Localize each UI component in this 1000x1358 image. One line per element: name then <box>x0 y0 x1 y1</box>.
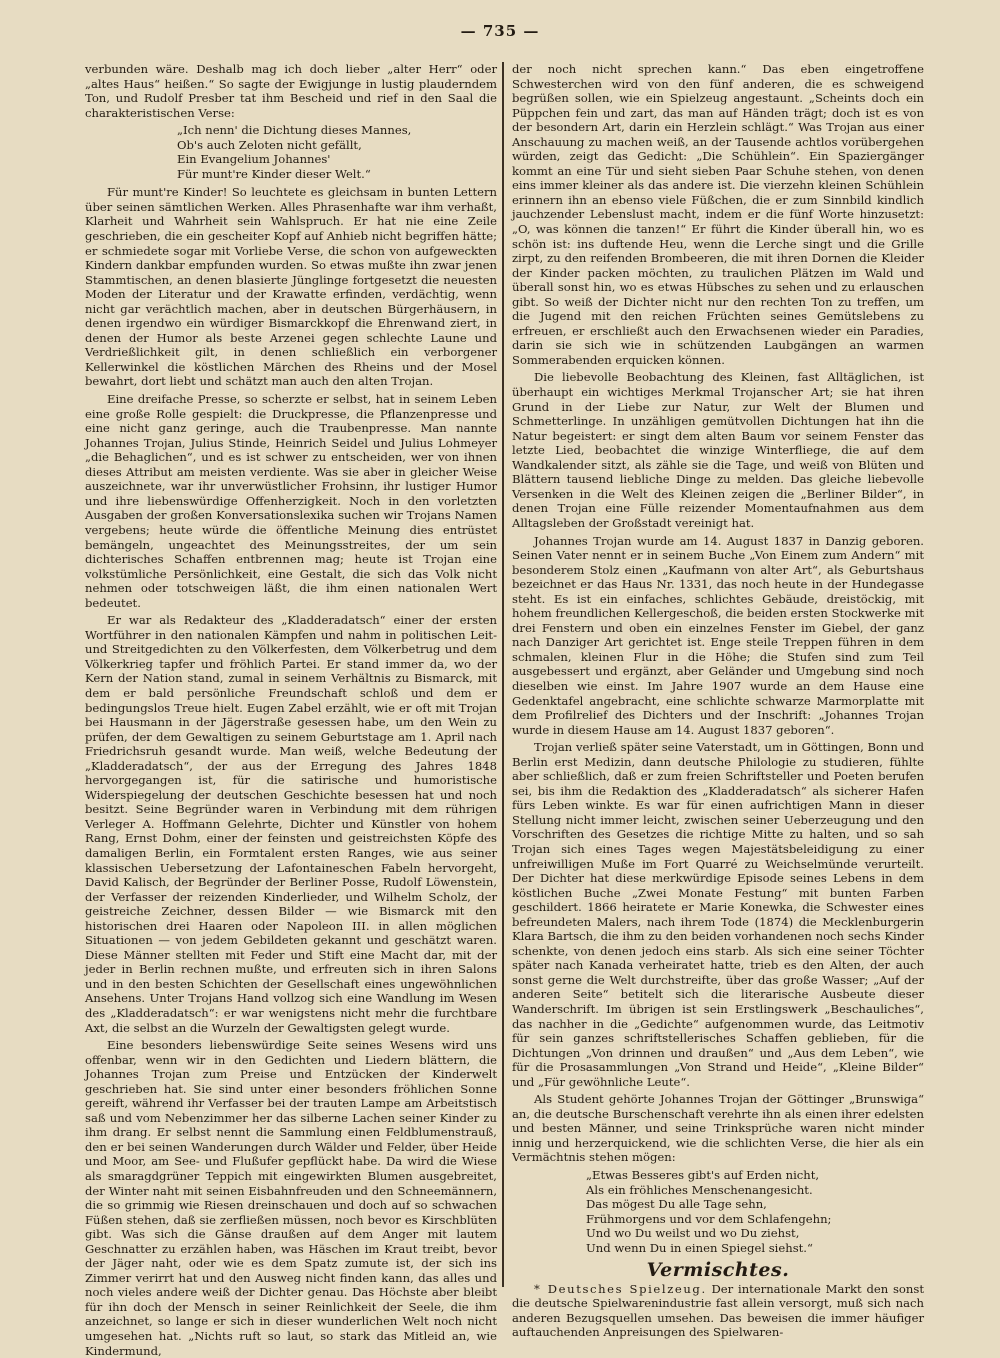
verse-line: Ein Evangelium Johannes' <box>177 152 331 167</box>
paragraph: Johannes Trojan wurde am 14. August 1837 in Danzig geboren. Seinen Vater nennt er in seinem Buche „Von Einem zum Andern“ mit besonderem Stolz einen „Kaufmann von alter Art“, als Geburtshaus bezeichnet er das Haus Nr. 1331, das noch heute in der Hundegasse steht. Es ist ein einfaches, schlichtes Gebäude, dreistöckig, mit hohem freundlichen Kellergeschoß, die beiden ersten Stockwerke mit drei Fenstern und oben ein einzelnes Fenster im Giebel, der ganz nach Danziger Art gerichtet ist. Enge steile Treppen führen in dem schmalen, kleinen Flur in die Höhe; die Stufen sind zum Teil ausgebessert und ergänzt, aber Geländer und Umgebung sind noch dieselben wie einst. Im Jahre 1907 wurde an dem Hause eine Gedenktafel angebracht, eine schlichte schwarze Marmorplatte mit dem Profilrelief des Dichters und der Inschrift: „Johannes Trojan wurde in diesem Hause am 14. August 1837 geboren“. <box>512 533 924 737</box>
misc-text: Der internationale Markt den sonst die deutsche Spielwarenindustrie fast allein versorgt, muß sich nach anderen Bezugsquellen umsehen. Das beweisen die immer häufiger auftauchenden Anpreisungen des Spielwaren- <box>512 1281 924 1340</box>
verse-line: Und wo Du weilst und wo Du ziehst, <box>586 1226 800 1241</box>
paragraph: verbunden wäre. Deshalb mag ich doch lieber „alter Herr“ oder „altes Haus“ heißen.“ So sagte der Ewigjunge in lustig plauderndem Ton, und Rudolf Presber tat ihm Bescheid und rief in den Saal die charakteristischen Verse: <box>85 62 497 120</box>
right-column <box>512 62 924 1340</box>
paragraph: Eine besonders liebenswürdige Seite seines Wesens wird uns offenbar, wenn wir in den Gedichten und Liedern blättern, die Johannes Trojan zum Preise und Entzücken der Kinderwelt geschrieben hat. Sie sind unter einer besonders fröhlichen Sonne gereift, während ihr Verfasser bei der trauten Lampe am Arbeitstisch saß und vom Nebenzimmer her das silberne Lachen seiner Kinder zu ihm drang. Er selbst nennt die Sammlung einen Feldblumenstrauß, den er bei seinen Wanderungen durch Wälder und Felder, über Heide und Moor, am See- und Flußufer gepflückt habe. Da wird die Wiese als smaragdgrüner Teppich mit eingewirkten Blumen ausgebreitet, der Winter naht mit seinen Eisbahnfreuden und den Schneemännern, die so grimmig wie Riesen dreinschauen und doch auf so schwachen Füßen stehen, daß sie zerfließen müssen, noch bevor es Kirschblüten gibt. Was sich die Gänse draußen auf dem Anger mit lautem Geschnatter zu erzählen haben, was Häschen im Kraut treibt, bevor der Jäger naht, oder wie es dem Spatz zumute ist, der sich ins Zimmer verirrt hat und den Ausweg nicht finden kann, das alles und noch vieles andere weiß der Dichter genau. Das Höchste aber bleibt für ihn doch der Mensch in seiner Reinlichkeit der Seele, die ihm anzeichnet, so lange er sich in dieser wunderlichen Welt noch nicht umgesehen hat. „Nichts ruft so laut, so stark das Mitleid an, wie Kindermund, <box>85 1038 497 1358</box>
paragraph: Trojan verließ später seine Vaterstadt, um in Göttingen, Bonn und Berlin erst Medizin, dann deutsche Philologie zu studieren, fühlte aber schließlich, daß er zum freien Schriftsteller und Poeten berufen sei, bis ihm die Redaktion des „Kladderadatsch“ als sicherer Hafen fürs Leben winkte. Es war für einen aufrichtigen Mann in dieser Stellung nicht immer leicht, zwischen seiner Ueberzeugung und den Vorschriften des Gesetzes die richtige Mitte zu halten, und so sah Trojan sich eines Tages wegen Majestätsbeleidigung zu einer unfreiwilligen Muße im Fort Quarré zu Weichselmünde verurteilt. Der Dichter hat diese merkwürdige Episode seines Lebens in dem köstlichen Buche „Zwei Monate Festung“ mit bunten Farben geschildert. 1866 heiratete er Marie Konewka, die Schwester eines befreundeten Malers, nach ihrem Tode (1874) die Mecklenburgerin Klara Bartsch, die ihm zu den beiden vorhandenen noch sechs Kinder schenkte, von denen jedoch eins starb. Als sich eine seiner Töchter später nach Kanada verheiratet hatte, trieb es den Alten, der auch sonst gerne die Welt durchstreifte, über das große Wasser; „Auf der anderen Seite“ betitelt sich die literarische Ausbeute dieser Wanderschrift. Im übrigen ist sein Erstlingswerk „Beschauliches“, das nachher in die „Gedichte“ aufgenommen wurde, das Leitmotiv für sein ganzes schriftstellerisches Schaffen geblieben, für die Dichtungen „Von drinnen und draußen“ und „Aus dem Leben“, wie für die Prosasammlungen „Von Strand und Heide“, „Kleine Bilder“ und „Für gewöhnliche Leute“. <box>512 740 924 1089</box>
paragraph: Er war als Redakteur des „Kladderadatsch“ einer der ersten Wortführer in den nationalen Kämpfen und nahm in politischen Leit- und Streitgedichten zu den Völkerfesten, dem Völkerbetrug und dem Völkerkrieg tapfer und fröhlich Partei. Er stand immer da, wo der Kern der Nation stand, zumal in seinem Verhältnis zu Bismarck, mit dem er bald persönliche Freundschaft schloß und dem er bedingungslos Treue hielt. Eugen Zabel erzählt, wie er oft mit Trojan bei Hausmann in der Jägerstraße gesessen habe, um den Wein zu prüfen, der dem Gewaltigen zu seinem Geburtstage am 1. April nach Friedrichsruh gesandt wurde. Man weiß, welche Bedeutung der „Kladderadatsch“, der aus der Erregung des Jahres 1848 hervorgegangen ist, für die satirische und humoristische Widerspiegelung der deutschen Geschichte besessen hat und noch besitzt. Seine Begründer waren in Verbindung mit dem rührigen Verleger A. Hoffmann Gelehrte, Dichter und Künstler von hohem Rang, Ernst Dohm, einer der feinsten und geistreichsten Köpfe des damaligen Berlin, ein Formtalent ersten Ranges, wie aus seiner klassischen Uebersetzung der Lafontaineschen Fabeln hervorgeht, David Kalisch, der Begründer der Berliner Posse, Rudolf Löwenstein, der Verfasser der reizenden Kinderlieder, und Wilhelm Scholz, der geistreiche Zeichner, dessen Bilder — wie Bismarck mit den historischen drei Haaren oder Napoleon III. in allen möglichen Situationen — von jedem Gebildeten gekannt und geschätzt waren. Diese Männer stellten mit Feder und Stift eine Macht dar, mit der jeder in Berlin rechnen mußte, und erfreuten sich in ihren Salons und in den besten Schichten der Gesellschaft eines ungewöhnlichen Ansehens. Unter Trojans Hand vollzog sich eine Wandlung im Wesen des „Kladderadatsch“: er war wenigstens nicht mehr die furchtbare Axt, die selbst an die Wurzeln der Gewaltigsten gelegt wurde. <box>85 613 497 1035</box>
verse-line: „Etwas Besseres gibt's auf Erden nicht, <box>586 1168 820 1183</box>
paragraph: Eine dreifache Presse, so scherzte er selbst, hat in seinem Leben eine große Rolle gespielt: die Druckpresse, die Pflanzenpresse und eine nicht ganz geringe, auch die Traubenpresse. Man nannte Johannes Trojan, Julius Stinde, Heinrich Seidel und Julius Lohmeyer „die Behaglichen“, und es ist schwer zu entscheiden, wer von ihnen dieses Attribut am meisten verdiente. Was sie aber in gleicher Weise auszeichnete, war ihr unverwüstlicher Frohsinn, ihr lustiger Humor und ihre liebenswürdige Offenherzigkeit. Noch in den vorletzten Ausgaben der großen Konversationslexika suchen wir Trojans Namen vergebens; heute würde die öffentliche Meinung dies entrüstet bemängeln, ungeachtet des Meinungsstreites, der um sein dichterisches Schaffen entbrennen mag; heute ist Trojan eine volkstümliche Persönlichkeit, eine Gestalt, die sich das Volk nicht nehmen oder totschweigen läßt, die ihm einen nationalen Wert bedeutet. <box>85 392 497 610</box>
paragraph: Als Student gehörte Johannes Trojan der Göttinger „Brunswiga“ an, die deutsche Burschenschaft verehrte ihn als einen ihrer edelsten und besten Männer, und seine Trinksprüche waren nicht minder innig und herzerquickend, wie die schlichten Verse, die hier als ein Vermächtnis stehen mögen: <box>512 1092 924 1165</box>
verse-line: Als ein fröhliches Menschenangesicht. <box>586 1182 813 1197</box>
verse-line: „Ich nenn' die Dichtung dieses Mannes, <box>177 123 412 138</box>
misc-paragraph <box>512 1282 924 1340</box>
paragraph: Die liebevolle Beobachtung des Kleinen, fast Alltäglichen, ist überhaupt ein wichtiges Merkmal Trojanscher Art; sie hat ihren Grund in der Liebe zur Natur, zur Welt der Blumen und Schmetterlinge. In unzähligen gemütvollen Dichtungen hat ihn die Natur begeistert: er singt dem alten Baum vor seinem Fenster das letzte Lied, beobachtet die winzige Winterfliege, die auf dem Wandkalender sitzt, als zähle sie die Tage, und weiß von Blüten und Blättern tausend liebliche Dinge zu melden. Das gleiche liebevolle Versenken in die Welt des Kleinen zeigen die „Berliner Bilder“, in denen Trojan eine Fülle reizender Momentaufnahmen aus dem Alltagsleben der Großstadt vereinigt hat. <box>512 370 924 530</box>
paragraph: Für munt're Kinder! So leuchtete es gleichsam in bunten Lettern über seinen sämtlichen Werken. Alles Phrasenhafte war ihm verhaßt, Klarheit und Wahrheit sein Wahlspruch. Er hat nie eine Zeile geschrieben, die ein gescheiter Kopf auf Anhieb nicht begriffen hätte; er schmiedete sogar mit Vorliebe Verse, die schon von aufgeweckten Kindern dankbar empfunden wurden. So etwas mußte ihn zwar jenen Stammtischen, an denen blasierte Jünglinge fortgesetzt die neuesten Moden der Literatur und der Krawatte erfinden, verdächtig, wenn nicht gar verächtlich machen, aber in deutschen Bürgerhäusern, in denen irgendwo ein würdiger Bismarckkopf die Ehrenwand ziert, in denen der Humor als beste Arzenei gegen schlechte Laune und Verdrießlichkeit gilt, in denen schließlich ein verborgener Kellerwinkel die köstlichen Märchen des Rheins und der Mosel bewahrt, dort liebt und schätzt man auch den alten Trojan. <box>85 185 497 389</box>
verse-block <box>512 1168 924 1255</box>
column-divider <box>502 62 504 1287</box>
verse-block <box>85 123 497 181</box>
paragraph: der noch nicht sprechen kann.“ Das eben eingetroffene Schwesterchen wird von den fünf anderen, die es schweigend begrüßen sollen, wie ein Spielzeug angestaunt. „Scheints doch ein Püppchen fein und zart, das man auf Händen trägt; doch ist es von der besondern Art, darin ein Herzlein schlägt.“ Was Trojan aus einer Anschauung zu machen weiß, an der Tausende achtlos vorübergehen würden, zeigt das Gedicht: „Die Schühlein“. Ein Spaziergänger kommt an eine Tür und sieht sieben Paar Schuhe stehen, von denen eins immer kleiner als das andere ist. Die vierzehn kleinen Schühlein erinnern ihn an ebenso viele Füßchen, die er zum Sinnbild kindlich jauchzender Lebenslust macht, indem er die fünf Worte hinzusetzt: „O, was können die tanzen!“ Er führt die Kinder überall hin, wo es schön ist: ins duftende Heu, wenn die Lerche singt und die Grille zirpt, zu den reifenden Brombeeren, die mit ihren Dornen die Kleider der Kinder packen möchten, zu traulichen Plätzen im Wald und überall sonst hin, wo es etwas Hübsches zu sehen und zu erlauschen gibt. So weiß der Dichter nicht nur den rechten Ton zu treffen, um die Jugend mit den reichen Früchten seines Gemütslebens zu erfreuen, er erschließt auch den Erwachsenen wieder ein Paradies, darin sie sich wie in schützenden Laubgängen an warmen Sommerabenden erquicken können. <box>512 62 924 367</box>
verse-line: Und wenn Du in einen Spiegel siehst.“ <box>586 1240 813 1255</box>
misc-lead: * Deutsches Spielzeug. <box>534 1281 707 1296</box>
verse-line: Frühmorgens und vor dem Schlafengehn; <box>586 1211 832 1226</box>
section-title: Vermischtes. <box>646 1259 790 1282</box>
verse-line: Das mögest Du alle Tage sehn, <box>586 1197 767 1212</box>
left-column <box>85 62 497 1358</box>
verse-line: Für munt're Kinder dieser Welt.“ <box>177 166 371 181</box>
page-number: — 735 — <box>460 22 540 40</box>
verse-line: Ob's auch Zeloten nicht gefällt, <box>177 137 362 152</box>
